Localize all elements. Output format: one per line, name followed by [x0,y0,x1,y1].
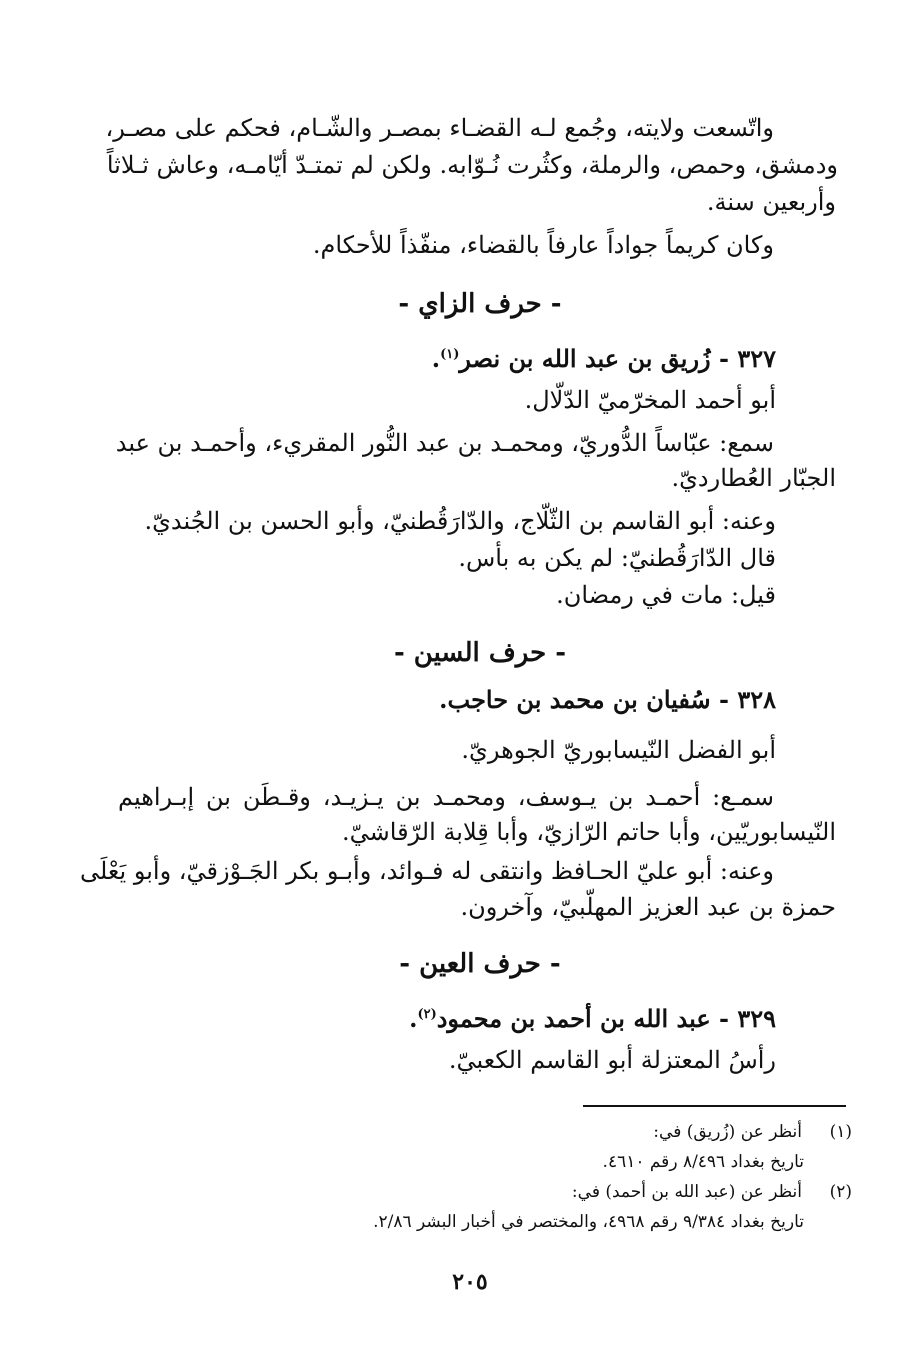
paragraph-line: سمع: عبّاساً الدُّوريّ، ومحمـد بن عبد النُّور المقريء، وأحمـد بن عبد [115,429,774,457]
entry-title-327 [432,335,776,379]
paragraph-line: وعنه: أبو عليّ الحـافظ وانتقى له فـوائد، وأبـو بكر الجَـوْزقيّ، وأبو يَعْلَى [79,857,774,885]
footnote-line: أنظر عن (زُريق) في: [653,1122,802,1142]
paragraph-line: ودمشق، وحمص، والرملة، وكثُرت نُـوّابه. ولكن لم تمتـدّ أيّامـه، وعاش ثـلاثاً [106,151,838,179]
footnote-line: أنظر عن (عبد الله بن أحمد) في: [571,1182,802,1202]
footnote-separator [583,1105,846,1107]
paragraph-line: وكان كريماً جواداً عارفاً بالقضاء، منفّذاً للأحكام. [312,231,774,259]
entry-title-329 [409,995,776,1039]
entry-title-text: ٣٢٧ - زُريق بن عبد الله بن نصر [459,344,776,373]
footnote-line: تاريخ بغداد ٩/٣٨٤ رقم ٤٩٦٨، والمختصر في أخبار البشر ٢/٨٦. [373,1212,804,1232]
footnote-number: (١) [829,1122,852,1142]
paragraph-line: رأسُ المعتزلة أبو القاسم الكعبيّ. [448,1046,776,1074]
paragraph-line: حمزة بن عبد العزيز المهلّبيّ، وآخرون. [460,893,836,921]
footnote-ref-2: (٢) [417,1007,437,1022]
paragraph-line: وأربعين سنة. [706,188,836,216]
paragraph-line: النّيسابوريّين، وأبا حاتم الرّازيّ، وأبا قِلابة الرّقاشيّ. [342,818,836,846]
entry-title-text: ٣٢٩ - عبد الله بن أحمد بن محمود [436,1004,776,1033]
section-heading-ayn: - حرف العين - [399,949,561,979]
footnote-ref-1: (١) [440,347,460,362]
footnote-line: تاريخ بغداد ٨/٤٩٦ رقم ٤٦١٠. [602,1152,804,1172]
entry-title-end: . [431,344,441,373]
paragraph-line: قيل: مات في رمضان. [556,581,776,609]
paragraph-line: قال الدّارَقُطنيّ: لم يكن به بأس. [458,544,776,572]
entry-title-end: . [409,1004,418,1033]
entry-title-328: ٣٢٨ - سُفيان بن محمد بن حاجب. [439,685,776,714]
footnote-number: (٢) [829,1182,852,1202]
paragraph-line: الجبّار العُطارديّ. [671,464,836,492]
paragraph-line: أبو الفضل النّيسابوريّ الجوهريّ. [461,736,776,764]
section-heading-sin: - حرف السين - [393,638,567,668]
paragraph-line: وعنه: أبو القاسم بن الثّلّاج، والدّارَقُطنيّ، وأبو الحسن بن الجُنديّ. [144,507,776,535]
page-number: ٢٠٥ [452,1269,488,1295]
section-heading-zay: - حرف الزاي - [398,289,562,319]
paragraph-line: أبو أحمد المخرّميّ الدّلّال. [524,386,776,414]
paragraph-line: سمـع: أحمـد بن يـوسف، ومحمـد بن يـزيـد، وقـطَن بن إبـراهيم [118,783,775,811]
paragraph-line: واتّسعت ولايته، وجُمع لـه القضـاء بمصـر والشّـام، فحكم على مصـر، [105,114,774,142]
